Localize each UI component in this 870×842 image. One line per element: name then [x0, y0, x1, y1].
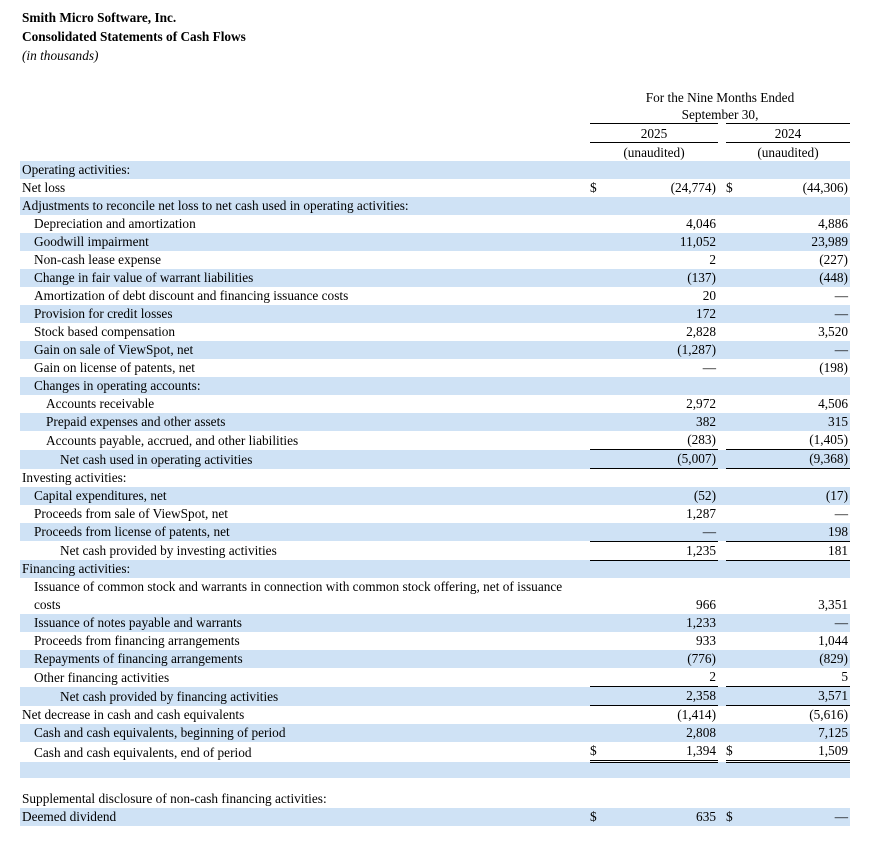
row-currency-2024	[726, 505, 746, 523]
row-currency-2025	[590, 632, 610, 650]
row-value-2024: —	[834, 306, 848, 321]
row-currency-2024	[726, 323, 746, 341]
table-row	[20, 323, 850, 341]
row-value-2025: 635	[696, 808, 716, 824]
row-label: Issuance of common stock and warrants in connection with common stock offering, net of issuance costs	[34, 579, 563, 612]
row-value-2024: (1,405)	[746, 431, 850, 450]
period-line1-text: For the Nine Months Ended	[645, 90, 795, 105]
row-currency-2025	[590, 650, 610, 668]
row-label: Capital expenditures, net	[34, 487, 167, 503]
row-column-gap	[718, 287, 726, 305]
supplemental-row	[20, 808, 850, 826]
row-value-2025	[610, 377, 718, 395]
row-currency-2025	[590, 614, 610, 632]
row-currency-2024: $	[726, 808, 733, 824]
row-column-gap	[718, 215, 726, 233]
row-currency-2025	[590, 706, 610, 725]
row-currency-2025	[590, 377, 610, 395]
row-value-2025: 2	[709, 252, 716, 267]
header-audit-row	[20, 143, 850, 162]
row-currency-2025	[590, 560, 610, 578]
row-value-2025: (1,414)	[677, 707, 716, 722]
row-value-2024: (227)	[819, 252, 848, 267]
spacer-cell	[20, 778, 850, 790]
row-column-gap	[718, 395, 726, 413]
row-column-gap	[718, 505, 726, 523]
table-row	[20, 487, 850, 505]
row-value-2025: 2,828	[686, 324, 716, 339]
row-value-2024	[746, 560, 850, 578]
row-value-2024	[746, 377, 850, 395]
row-currency-2025	[590, 395, 610, 413]
table-row	[20, 650, 850, 668]
row-column-gap	[718, 487, 726, 505]
row-currency-2025	[590, 687, 610, 706]
row-value-2025: 4,046	[686, 216, 716, 231]
row-value-2024: 5	[746, 668, 850, 687]
table-row	[20, 614, 850, 632]
row-label: Adjustments to reconcile net loss to net cash used in operating activities:	[22, 198, 409, 213]
row-column-gap	[718, 233, 726, 251]
row-value-2025: 1,233	[686, 615, 716, 630]
row-value-2024: —	[834, 505, 848, 521]
row-column-gap	[718, 687, 726, 706]
row-label: Net cash used in operating activities	[60, 451, 253, 467]
row-label: Changes in operating accounts:	[34, 378, 201, 393]
row-value-2024: 3,520	[818, 324, 848, 339]
row-value-2025: 966	[696, 597, 716, 612]
row-value-2025: 20	[702, 288, 716, 303]
row-column-gap	[718, 742, 726, 762]
row-currency-2024	[726, 287, 746, 305]
row-column-gap	[718, 808, 726, 826]
row-currency-2025	[590, 341, 610, 359]
table-row	[20, 161, 850, 179]
row-label: Non-cash lease expense	[34, 252, 162, 267]
row-currency-2024	[726, 431, 746, 450]
table-row	[20, 377, 850, 395]
row-label: Gain on license of patents, net	[34, 360, 195, 375]
shaded-spacer-row	[20, 762, 850, 778]
document-title-block	[22, 8, 850, 65]
row-label: Accounts receivable	[46, 396, 155, 411]
row-value-2025	[610, 560, 718, 578]
column-header-2025-unaudited: (unaudited)	[590, 143, 718, 162]
row-currency-2025	[590, 469, 610, 487]
row-value-2024: —	[834, 288, 848, 303]
row-value-2024: (5,616)	[809, 707, 848, 722]
row-currency-2024	[726, 215, 746, 233]
row-column-gap	[718, 359, 726, 377]
row-currency-2024: $	[726, 742, 746, 762]
row-column-gap	[718, 650, 726, 668]
row-currency-2025	[590, 413, 610, 431]
row-currency-2025: $	[590, 808, 597, 824]
row-value-2025	[610, 197, 718, 215]
row-label: Proceeds from sale of ViewSpot, net	[34, 505, 228, 521]
row-column-gap	[718, 632, 726, 650]
column-header-2025: 2025	[590, 124, 718, 143]
row-value-2024: 7,125	[818, 725, 848, 740]
row-value-2025: 1,235	[610, 541, 718, 560]
row-label: Other financing activities	[34, 669, 170, 685]
row-label: Goodwill impairment	[34, 234, 149, 249]
row-currency-2025: $	[590, 742, 610, 762]
row-currency-2025	[590, 450, 610, 469]
row-column-gap	[718, 523, 726, 542]
row-value-2025: 11,052	[679, 234, 716, 249]
row-column-gap	[718, 413, 726, 431]
row-value-2024: —	[834, 615, 848, 630]
row-column-gap	[718, 450, 726, 469]
row-label: Proceeds from license of patents, net	[34, 524, 230, 539]
row-currency-2025	[590, 487, 610, 505]
row-currency-2025: $	[590, 180, 597, 195]
row-value-2024	[746, 469, 850, 487]
row-label: Cash and cash equivalents, beginning of period	[34, 725, 286, 740]
row-value-2025: (137)	[687, 270, 716, 285]
row-column-gap	[718, 305, 726, 323]
row-currency-2024	[726, 523, 746, 542]
row-value-2025	[610, 469, 718, 487]
row-currency-2024	[726, 377, 746, 395]
row-column-gap	[718, 161, 726, 179]
row-currency-2025	[590, 724, 610, 742]
row-currency-2024	[726, 305, 746, 323]
row-label: Accounts payable, accrued, and other liabilities	[46, 432, 299, 448]
row-column-gap	[718, 614, 726, 632]
row-value-2024	[746, 161, 850, 179]
row-label: Operating activities:	[22, 162, 131, 177]
table-row	[20, 305, 850, 323]
row-currency-2025	[590, 505, 610, 523]
row-value-2025: —	[610, 523, 718, 542]
table-row	[20, 724, 850, 742]
row-label: Net loss	[22, 180, 66, 195]
row-currency-2024	[726, 687, 746, 706]
row-value-2024: 198	[746, 523, 850, 542]
blank-spacer-row	[20, 778, 850, 790]
row-currency-2024	[726, 706, 746, 725]
row-value-2024: 1,044	[818, 633, 848, 648]
row-currency-2024	[726, 560, 746, 578]
row-label: Deemed dividend	[22, 808, 117, 824]
table-row	[20, 687, 850, 706]
row-currency-2024	[726, 341, 746, 359]
table-row	[20, 450, 850, 469]
table-row	[20, 632, 850, 650]
table-row	[20, 395, 850, 413]
table-row	[20, 269, 850, 287]
row-currency-2024	[726, 469, 746, 487]
row-currency-2024: $	[726, 180, 733, 195]
table-row	[20, 541, 850, 560]
row-label: Issuance of notes payable and warrants	[34, 615, 242, 630]
row-label: Change in fair value of warrant liabilities	[34, 270, 254, 285]
period-line2-text: September 30,	[681, 107, 759, 122]
row-column-gap	[718, 341, 726, 359]
row-label: Stock based compensation	[34, 324, 176, 339]
row-column-gap	[718, 668, 726, 687]
row-value-2025: 172	[696, 306, 716, 321]
table-row	[20, 578, 850, 614]
row-column-gap	[718, 269, 726, 287]
row-currency-2025	[590, 197, 610, 215]
row-column-gap	[718, 724, 726, 742]
table-row	[20, 431, 850, 450]
row-currency-2024	[726, 161, 746, 179]
row-label: Proceeds from financing arrangements	[34, 633, 240, 648]
row-currency-2025	[590, 323, 610, 341]
row-currency-2024	[726, 724, 746, 742]
row-value-2024: 3,351	[818, 597, 848, 612]
row-column-gap	[718, 469, 726, 487]
row-value-2025: (52)	[693, 487, 716, 503]
row-currency-2025	[590, 233, 610, 251]
row-value-2024: (448)	[819, 270, 848, 285]
row-currency-2025	[590, 269, 610, 287]
table-row	[20, 179, 850, 197]
row-column-gap	[718, 377, 726, 395]
row-value-2025: 1,287	[686, 505, 716, 521]
table-row	[20, 523, 850, 542]
row-value-2025: 2	[610, 668, 718, 687]
row-currency-2025	[590, 305, 610, 323]
table-row	[20, 233, 850, 251]
row-value-2025: (5,007)	[610, 450, 718, 469]
table-row	[20, 505, 850, 523]
row-value-2024: 181	[746, 541, 850, 560]
row-value-2025: 933	[696, 633, 716, 648]
row-column-gap	[718, 578, 726, 614]
row-value-2025: —	[702, 360, 716, 375]
table-row	[20, 668, 850, 687]
table-row	[20, 287, 850, 305]
table-row	[20, 413, 850, 431]
table-row	[20, 215, 850, 233]
company-name: Smith Micro Software, Inc.	[22, 10, 177, 25]
row-column-gap	[718, 179, 726, 197]
row-value-2025: (1,287)	[677, 342, 716, 357]
row-label: Net cash provided by investing activities	[60, 543, 277, 558]
row-currency-2025	[590, 668, 610, 687]
row-label: Gain on sale of ViewSpot, net	[34, 342, 194, 357]
row-value-2025: 2,808	[686, 725, 716, 740]
supplemental-heading-row	[20, 790, 850, 808]
row-currency-2024	[726, 578, 746, 614]
table-row	[20, 341, 850, 359]
row-label: Net decrease in cash and cash equivalents	[22, 707, 245, 722]
row-label: Investing activities:	[22, 469, 127, 485]
row-label: Prepaid expenses and other assets	[46, 414, 226, 429]
row-column-gap	[718, 541, 726, 560]
row-currency-2025	[590, 523, 610, 542]
row-value-2025: (283)	[610, 431, 718, 450]
row-currency-2025	[590, 287, 610, 305]
row-column-gap	[718, 431, 726, 450]
table-header	[20, 75, 850, 161]
row-value-2024	[746, 197, 850, 215]
row-value-2024: (829)	[819, 651, 848, 666]
row-value-2025: 2,972	[686, 396, 716, 411]
row-currency-2024	[726, 197, 746, 215]
supplemental-heading: Supplemental disclosure of non-cash financing activities:	[22, 790, 327, 806]
cash-flow-table	[20, 75, 850, 826]
row-currency-2025	[590, 541, 610, 560]
row-value-2025: 1,394	[610, 742, 718, 762]
row-value-2024: 23,989	[811, 234, 848, 249]
spacer-cell	[20, 762, 850, 778]
row-value-2024: (198)	[819, 360, 848, 375]
table-row	[20, 742, 850, 762]
row-currency-2024	[726, 487, 746, 505]
header-period-line2	[20, 106, 850, 124]
row-currency-2024	[726, 614, 746, 632]
row-value-2024: (17)	[825, 487, 848, 503]
units-note: (in thousands)	[22, 48, 99, 63]
table-row	[20, 251, 850, 269]
column-header-2024: 2024	[726, 124, 850, 143]
row-column-gap	[718, 560, 726, 578]
row-currency-2024	[726, 632, 746, 650]
row-currency-2025	[590, 251, 610, 269]
row-currency-2025	[590, 359, 610, 377]
row-currency-2024	[726, 395, 746, 413]
row-value-2024: —	[834, 342, 848, 357]
row-label: Repayments of financing arrangements	[34, 651, 243, 666]
header-year-row	[20, 124, 850, 143]
row-label: Amortization of debt discount and financing issuance costs	[34, 288, 349, 303]
table-row	[20, 197, 850, 215]
row-label: Financing activities:	[22, 561, 131, 576]
row-column-gap	[718, 706, 726, 725]
row-currency-2025	[590, 431, 610, 450]
row-value-2025: (24,774)	[670, 180, 716, 195]
row-currency-2024	[726, 233, 746, 251]
table-body	[20, 161, 850, 826]
row-value-2024: (44,306)	[802, 180, 848, 195]
table-row	[20, 706, 850, 725]
table-row	[20, 359, 850, 377]
row-currency-2024	[726, 450, 746, 469]
row-currency-2024	[726, 668, 746, 687]
row-value-2024: 1,509	[746, 742, 850, 762]
row-value-2025	[610, 161, 718, 179]
row-value-2024: —	[834, 808, 848, 824]
table-row	[20, 469, 850, 487]
row-value-2024: 4,886	[818, 216, 848, 231]
row-currency-2024	[726, 251, 746, 269]
row-label: Provision for credit losses	[34, 306, 173, 321]
row-currency-2024	[726, 413, 746, 431]
row-currency-2024	[726, 650, 746, 668]
row-column-gap	[718, 197, 726, 215]
table-row	[20, 560, 850, 578]
row-value-2024: 3,571	[746, 687, 850, 706]
row-column-gap	[718, 323, 726, 341]
header-period-line1	[20, 89, 850, 106]
column-header-2024-unaudited: (unaudited)	[726, 143, 850, 162]
row-currency-2025	[590, 578, 610, 614]
row-currency-2025	[590, 215, 610, 233]
row-label: Cash and cash equivalents, end of period	[34, 744, 252, 760]
statement-title: Consolidated Statements of Cash Flows	[22, 29, 246, 44]
row-currency-2024	[726, 269, 746, 287]
row-currency-2024	[726, 541, 746, 560]
row-label: Net cash provided by financing activities	[60, 688, 279, 704]
row-value-2025: 382	[696, 414, 716, 429]
row-value-2024: 4,506	[818, 396, 848, 411]
row-value-2025: (776)	[687, 651, 716, 666]
row-value-2024: (9,368)	[746, 450, 850, 469]
row-label: Depreciation and amortization	[34, 216, 196, 231]
row-column-gap	[718, 251, 726, 269]
row-currency-2025	[590, 161, 610, 179]
row-value-2024: 315	[828, 414, 848, 429]
row-value-2025: 2,358	[610, 687, 718, 706]
row-currency-2024	[726, 359, 746, 377]
